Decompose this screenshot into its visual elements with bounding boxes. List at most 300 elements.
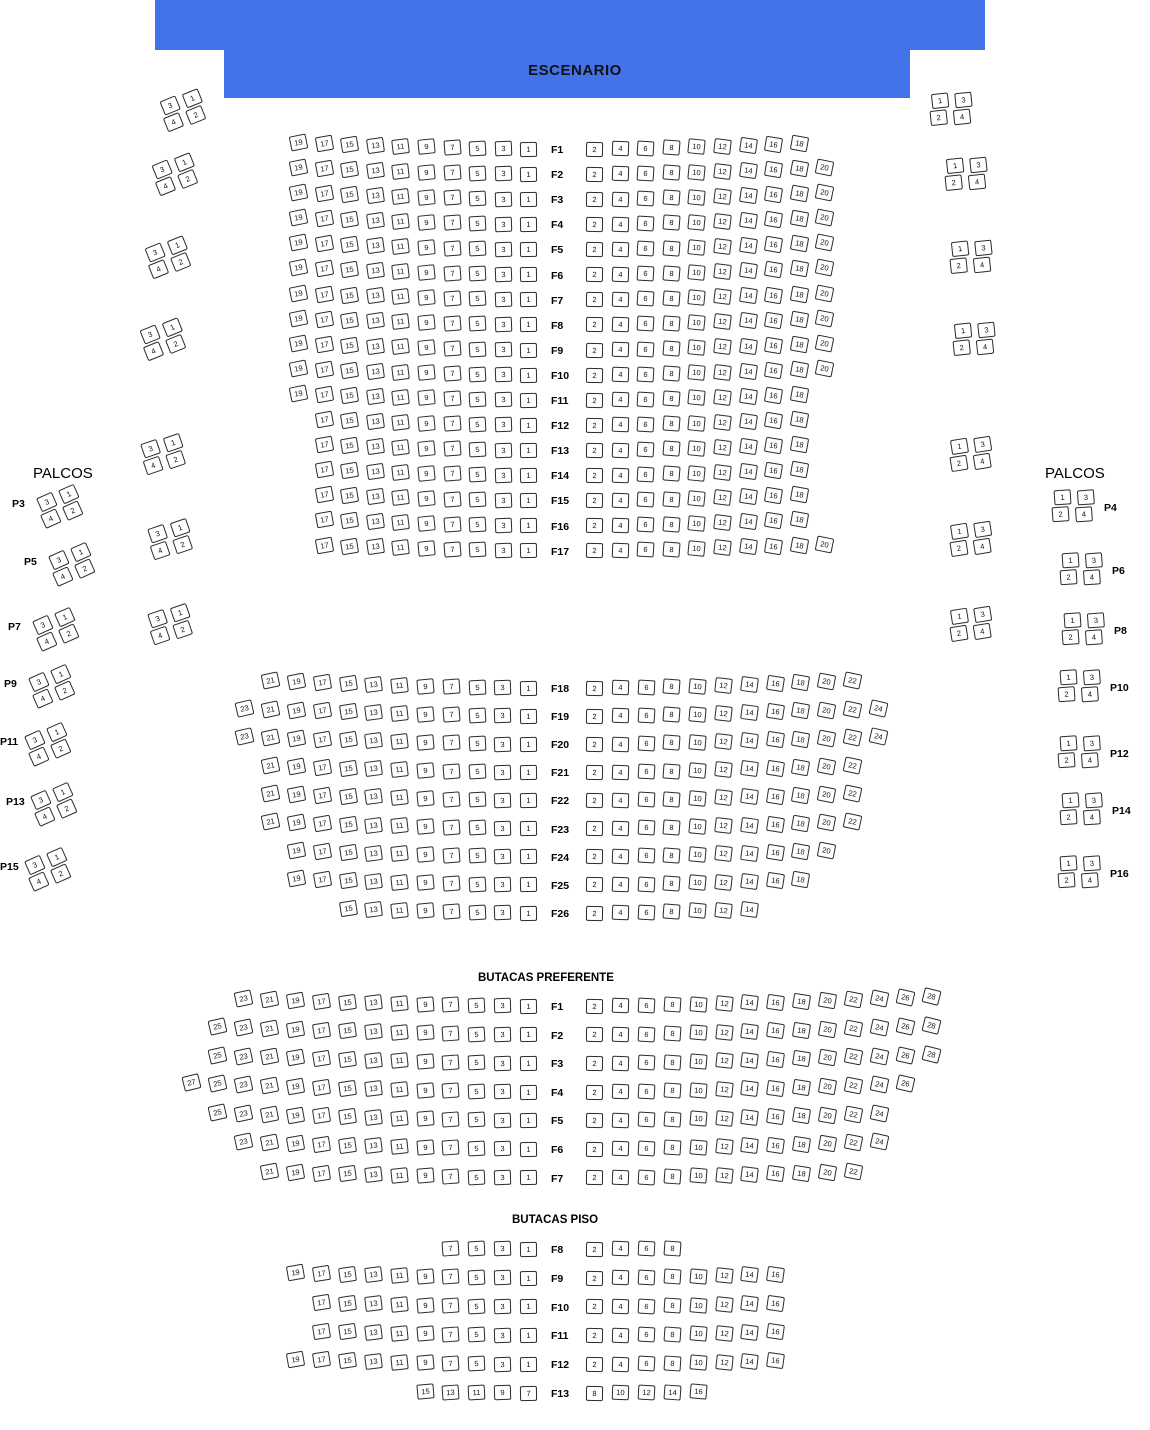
seat[interactable]: 3 bbox=[494, 1170, 512, 1186]
seat[interactable]: 15 bbox=[416, 1383, 434, 1399]
seat[interactable]: 9 bbox=[417, 364, 435, 381]
seat[interactable]: 15 bbox=[340, 236, 359, 254]
seat[interactable]: 17 bbox=[312, 1294, 331, 1311]
seat[interactable]: 10 bbox=[689, 706, 707, 723]
seat[interactable]: 17 bbox=[312, 1136, 331, 1153]
seat[interactable]: 16 bbox=[764, 136, 783, 154]
seat[interactable]: 11 bbox=[392, 489, 411, 506]
seat[interactable]: 4 bbox=[36, 631, 58, 652]
seat[interactable]: 17 bbox=[314, 335, 333, 353]
seat[interactable]: 14 bbox=[739, 363, 758, 380]
seat[interactable]: 28 bbox=[921, 988, 941, 1007]
seat[interactable]: 3 bbox=[494, 1113, 512, 1129]
seat[interactable]: 13 bbox=[366, 337, 385, 354]
seat[interactable]: 10 bbox=[688, 214, 706, 231]
seat[interactable]: 2 bbox=[586, 1357, 603, 1372]
seat[interactable]: 12 bbox=[715, 1167, 733, 1184]
seat[interactable]: 9 bbox=[417, 139, 435, 156]
seat[interactable]: 16 bbox=[764, 437, 783, 455]
seat[interactable]: 17 bbox=[313, 730, 332, 748]
seat[interactable]: 4 bbox=[612, 821, 630, 837]
seat[interactable]: 17 bbox=[313, 814, 332, 832]
seat[interactable]: 6 bbox=[637, 291, 655, 307]
seat[interactable]: 18 bbox=[790, 360, 809, 378]
seat[interactable]: 17 bbox=[312, 1021, 331, 1038]
seat[interactable]: 12 bbox=[714, 817, 733, 834]
seat[interactable]: 4 bbox=[611, 442, 629, 458]
seat[interactable]: 6 bbox=[637, 736, 655, 752]
seat[interactable]: 9 bbox=[417, 440, 435, 457]
seat[interactable]: 17 bbox=[312, 1322, 331, 1339]
seat[interactable]: 1 bbox=[950, 523, 969, 540]
seat[interactable]: 8 bbox=[663, 903, 681, 919]
seat[interactable]: 5 bbox=[468, 707, 486, 723]
seat[interactable]: 1 bbox=[520, 793, 537, 808]
seat[interactable]: 15 bbox=[339, 816, 358, 833]
seat[interactable]: 4 bbox=[28, 871, 50, 892]
seat[interactable]: 16 bbox=[766, 675, 785, 692]
seat[interactable]: 19 bbox=[289, 259, 309, 277]
seat[interactable]: 13 bbox=[366, 312, 385, 329]
seat[interactable]: 4 bbox=[1083, 569, 1101, 585]
seat[interactable]: 19 bbox=[289, 159, 309, 177]
seat[interactable]: 14 bbox=[741, 1266, 760, 1283]
seat[interactable]: 1 bbox=[520, 1242, 537, 1257]
seat[interactable]: 16 bbox=[766, 1108, 785, 1125]
seat[interactable]: 10 bbox=[688, 515, 706, 532]
seat[interactable]: 9 bbox=[494, 1385, 512, 1401]
seat[interactable]: 9 bbox=[416, 903, 434, 920]
seat[interactable]: 2 bbox=[949, 540, 968, 557]
seat[interactable]: 3 bbox=[24, 730, 46, 751]
seat[interactable]: 14 bbox=[741, 1138, 760, 1155]
seat[interactable]: 17 bbox=[313, 702, 332, 720]
palco-cluster[interactable] bbox=[949, 523, 996, 563]
seat[interactable]: 19 bbox=[287, 870, 307, 888]
seat[interactable]: 1 bbox=[46, 722, 68, 743]
seat[interactable]: 1 bbox=[54, 607, 76, 628]
seat[interactable]: 11 bbox=[390, 1081, 408, 1098]
seat[interactable]: 1 bbox=[1060, 669, 1078, 685]
seat[interactable]: 12 bbox=[713, 439, 732, 456]
seat[interactable]: 22 bbox=[844, 991, 864, 1009]
seat[interactable]: 6 bbox=[637, 266, 655, 282]
seat[interactable]: 9 bbox=[416, 818, 434, 835]
seat[interactable]: 10 bbox=[689, 903, 707, 920]
seat[interactable]: 16 bbox=[766, 1266, 785, 1283]
seat[interactable]: 4 bbox=[612, 736, 630, 752]
seat[interactable]: 8 bbox=[586, 1386, 603, 1401]
seat[interactable]: 7 bbox=[443, 240, 461, 256]
seat[interactable]: 4 bbox=[150, 541, 171, 561]
seat[interactable]: 19 bbox=[286, 1078, 305, 1096]
seat[interactable]: 13 bbox=[364, 1138, 383, 1155]
seat[interactable]: 7 bbox=[442, 791, 460, 807]
seat[interactable]: 7 bbox=[442, 1168, 460, 1184]
seat[interactable]: 13 bbox=[366, 187, 385, 204]
seat[interactable]: 2 bbox=[1058, 872, 1076, 888]
seat[interactable]: 27 bbox=[182, 1073, 202, 1092]
seat[interactable]: 6 bbox=[637, 542, 655, 558]
seat[interactable]: 10 bbox=[688, 440, 706, 457]
seat[interactable]: 19 bbox=[287, 813, 307, 831]
seat[interactable]: 10 bbox=[689, 1326, 707, 1342]
seat[interactable]: 3 bbox=[974, 240, 992, 257]
seat[interactable]: 4 bbox=[612, 998, 630, 1014]
seat[interactable]: 8 bbox=[663, 1326, 681, 1342]
seat[interactable]: 9 bbox=[417, 264, 435, 281]
seat[interactable]: 14 bbox=[739, 337, 758, 354]
seat[interactable]: 1 bbox=[520, 1084, 537, 1099]
seat[interactable]: 4 bbox=[163, 112, 184, 132]
seat[interactable]: 11 bbox=[392, 514, 411, 531]
seat[interactable]: 21 bbox=[261, 700, 281, 718]
seat[interactable]: 8 bbox=[663, 847, 681, 863]
seat[interactable]: 14 bbox=[739, 413, 758, 430]
seat[interactable]: 11 bbox=[392, 464, 411, 481]
seat[interactable]: 14 bbox=[740, 788, 759, 805]
seat[interactable]: 6 bbox=[637, 1327, 655, 1343]
seat[interactable]: 3 bbox=[147, 609, 168, 629]
seat[interactable]: 1 bbox=[520, 317, 537, 332]
seat[interactable]: 3 bbox=[32, 615, 54, 636]
seat[interactable]: 10 bbox=[688, 239, 706, 256]
seat[interactable]: 15 bbox=[340, 136, 359, 154]
seat[interactable]: 3 bbox=[147, 524, 168, 544]
seat[interactable]: 6 bbox=[637, 517, 655, 533]
seat[interactable]: 3 bbox=[495, 317, 513, 333]
seat[interactable]: 6 bbox=[637, 441, 655, 457]
seat[interactable]: 1 bbox=[170, 518, 191, 538]
seat[interactable]: 15 bbox=[339, 759, 358, 776]
seat[interactable]: 8 bbox=[662, 340, 680, 356]
seat[interactable]: 5 bbox=[468, 764, 486, 780]
seat[interactable]: 15 bbox=[338, 1266, 357, 1283]
seat[interactable]: 2 bbox=[586, 167, 603, 182]
seat[interactable]: 8 bbox=[662, 466, 680, 482]
seat[interactable]: 4 bbox=[973, 623, 992, 640]
seat[interactable]: 18 bbox=[790, 436, 809, 454]
seat[interactable]: 19 bbox=[289, 309, 309, 327]
seat[interactable]: 16 bbox=[766, 1294, 785, 1311]
seat[interactable]: 13 bbox=[364, 1324, 383, 1341]
seat[interactable]: 2 bbox=[1062, 629, 1080, 645]
seat[interactable]: 3 bbox=[30, 790, 52, 811]
seat[interactable]: 9 bbox=[417, 164, 435, 181]
seat[interactable]: 22 bbox=[844, 1048, 864, 1066]
seat[interactable]: 8 bbox=[662, 416, 680, 432]
seat[interactable]: 3 bbox=[159, 95, 180, 115]
seat[interactable]: 7 bbox=[443, 365, 461, 381]
seat[interactable]: 22 bbox=[844, 1105, 864, 1123]
seat[interactable]: 5 bbox=[469, 190, 487, 206]
seat[interactable]: 4 bbox=[1083, 809, 1101, 825]
seat[interactable]: 1 bbox=[520, 1299, 537, 1314]
seat[interactable]: 17 bbox=[314, 511, 333, 529]
seat[interactable]: 2 bbox=[50, 863, 72, 884]
seat[interactable]: 21 bbox=[261, 672, 281, 690]
seat[interactable]: 1 bbox=[182, 88, 203, 108]
seat[interactable]: 1 bbox=[170, 603, 191, 623]
seat[interactable]: 18 bbox=[790, 411, 809, 429]
seat[interactable]: 7 bbox=[443, 516, 461, 532]
seat[interactable]: 3 bbox=[977, 322, 995, 339]
seat[interactable]: 14 bbox=[739, 212, 758, 229]
seat[interactable]: 8 bbox=[663, 1355, 681, 1371]
seat[interactable]: 15 bbox=[340, 186, 359, 204]
seat[interactable]: 1 bbox=[1062, 552, 1080, 568]
palco-cluster[interactable] bbox=[1057, 791, 1107, 834]
palco-cluster[interactable] bbox=[1055, 734, 1105, 777]
palco-cluster[interactable] bbox=[948, 240, 997, 282]
seat[interactable]: 24 bbox=[870, 1104, 890, 1122]
seat[interactable]: 17 bbox=[313, 758, 332, 776]
seat[interactable]: 11 bbox=[390, 1325, 408, 1342]
seat[interactable]: 17 bbox=[312, 1107, 331, 1124]
seat[interactable]: 26 bbox=[895, 1074, 915, 1092]
seat[interactable]: 5 bbox=[469, 216, 487, 232]
seat[interactable]: 17 bbox=[314, 411, 333, 429]
seat[interactable]: 3 bbox=[24, 855, 46, 876]
palco-cluster[interactable] bbox=[1059, 611, 1109, 654]
seat[interactable]: 12 bbox=[715, 1267, 733, 1284]
seat[interactable]: 14 bbox=[739, 388, 758, 405]
seat[interactable]: 2 bbox=[586, 849, 603, 864]
seat[interactable]: 11 bbox=[392, 414, 411, 431]
seat[interactable]: 16 bbox=[764, 487, 783, 505]
seat[interactable]: 11 bbox=[390, 1053, 408, 1070]
seat[interactable]: 4 bbox=[611, 292, 629, 308]
seat[interactable]: 17 bbox=[314, 235, 333, 253]
seat[interactable]: 18 bbox=[792, 1107, 811, 1124]
seat[interactable]: 15 bbox=[339, 731, 358, 748]
seat[interactable]: 17 bbox=[312, 1079, 331, 1096]
seat[interactable]: 6 bbox=[637, 679, 655, 695]
seat[interactable]: 14 bbox=[740, 817, 759, 834]
seat[interactable]: 16 bbox=[766, 1051, 785, 1068]
seat[interactable]: 6 bbox=[637, 1356, 655, 1372]
seat[interactable]: 17 bbox=[314, 210, 333, 228]
seat[interactable]: 19 bbox=[286, 1264, 305, 1282]
seat[interactable]: 16 bbox=[764, 186, 783, 204]
seat[interactable]: 2 bbox=[586, 1113, 603, 1128]
seat[interactable]: 17 bbox=[313, 786, 332, 804]
seat[interactable]: 12 bbox=[714, 733, 733, 750]
seat[interactable]: 4 bbox=[148, 259, 169, 279]
seat[interactable]: 9 bbox=[417, 515, 435, 532]
seat[interactable]: 2 bbox=[586, 192, 603, 207]
seat[interactable]: 24 bbox=[870, 1047, 890, 1065]
seat[interactable]: 18 bbox=[792, 1050, 811, 1067]
seat[interactable]: 15 bbox=[340, 211, 359, 229]
seat[interactable]: 10 bbox=[689, 1268, 707, 1284]
seat[interactable]: 1 bbox=[520, 849, 537, 864]
seat[interactable]: 5 bbox=[468, 876, 486, 892]
seat[interactable]: 7 bbox=[442, 1054, 460, 1070]
seat[interactable]: 5 bbox=[469, 441, 487, 457]
seat[interactable]: 7 bbox=[443, 541, 461, 557]
seat[interactable]: 2 bbox=[62, 500, 84, 521]
seat[interactable]: 10 bbox=[688, 189, 706, 206]
seat[interactable]: 17 bbox=[314, 360, 333, 378]
seat[interactable]: 5 bbox=[469, 266, 487, 282]
seat[interactable]: 16 bbox=[764, 537, 783, 555]
seat[interactable]: 1 bbox=[520, 242, 537, 257]
seat[interactable]: 6 bbox=[637, 820, 655, 836]
seat[interactable]: 18 bbox=[790, 185, 809, 203]
seat[interactable]: 19 bbox=[289, 209, 309, 227]
seat[interactable]: 12 bbox=[637, 1385, 655, 1401]
seat[interactable]: 3 bbox=[140, 439, 161, 459]
seat[interactable]: 7 bbox=[442, 1083, 460, 1099]
seat[interactable]: 11 bbox=[392, 389, 411, 406]
seat[interactable]: 19 bbox=[286, 1350, 305, 1368]
seat[interactable]: 6 bbox=[637, 190, 655, 206]
seat[interactable]: 2 bbox=[54, 680, 76, 701]
seat[interactable]: 25 bbox=[208, 1017, 228, 1035]
seat[interactable]: 11 bbox=[392, 213, 411, 230]
seat[interactable]: 12 bbox=[715, 1296, 733, 1313]
seat[interactable]: 4 bbox=[611, 216, 629, 232]
seat[interactable]: 23 bbox=[234, 990, 254, 1008]
seat[interactable]: 13 bbox=[366, 162, 385, 179]
seat[interactable]: 5 bbox=[468, 736, 486, 752]
seat[interactable]: 12 bbox=[714, 902, 733, 919]
seat[interactable]: 3 bbox=[495, 467, 513, 483]
seat[interactable]: 9 bbox=[417, 490, 435, 507]
seat[interactable]: 14 bbox=[740, 760, 759, 777]
seat[interactable]: 6 bbox=[637, 391, 655, 407]
seat[interactable]: 5 bbox=[468, 1083, 486, 1099]
seat[interactable]: 13 bbox=[366, 212, 385, 229]
seat[interactable]: 19 bbox=[289, 284, 309, 302]
seat[interactable]: 3 bbox=[494, 792, 512, 808]
seat[interactable]: 21 bbox=[260, 991, 280, 1009]
palco-cluster[interactable] bbox=[141, 322, 190, 364]
seat[interactable]: 22 bbox=[844, 1019, 864, 1037]
seat[interactable]: 25 bbox=[208, 1046, 228, 1064]
seat[interactable]: 20 bbox=[815, 334, 835, 352]
seat[interactable]: 16 bbox=[764, 286, 783, 304]
seat[interactable]: 9 bbox=[416, 790, 434, 807]
seat[interactable]: 10 bbox=[688, 339, 706, 356]
seat[interactable]: 3 bbox=[494, 1141, 512, 1157]
seat[interactable]: 6 bbox=[637, 216, 655, 232]
seat[interactable]: 4 bbox=[612, 1270, 630, 1286]
seat[interactable]: 10 bbox=[688, 465, 706, 482]
seat[interactable]: 2 bbox=[586, 1027, 603, 1042]
seat[interactable]: 4 bbox=[612, 1299, 630, 1315]
seat[interactable]: 5 bbox=[468, 1241, 486, 1257]
seat[interactable]: 4 bbox=[612, 792, 630, 808]
seat[interactable]: 14 bbox=[740, 873, 759, 890]
seat[interactable]: 6 bbox=[637, 1141, 655, 1157]
seat[interactable]: 6 bbox=[637, 1083, 655, 1099]
seat[interactable]: 5 bbox=[469, 542, 487, 558]
seat[interactable]: 4 bbox=[1085, 629, 1103, 645]
seat[interactable]: 15 bbox=[339, 703, 358, 720]
palco-cluster[interactable] bbox=[949, 438, 996, 478]
seat[interactable]: 1 bbox=[1062, 792, 1080, 808]
seat[interactable]: 3 bbox=[495, 241, 513, 257]
seat[interactable]: 9 bbox=[417, 314, 435, 331]
seat[interactable]: 25 bbox=[208, 1103, 228, 1121]
seat[interactable]: 2 bbox=[586, 877, 603, 892]
seat[interactable]: 3 bbox=[494, 905, 512, 921]
seat[interactable]: 5 bbox=[468, 679, 486, 695]
seat[interactable]: 10 bbox=[689, 1139, 707, 1155]
seat[interactable]: 8 bbox=[663, 735, 681, 751]
seat[interactable]: 1 bbox=[520, 443, 537, 458]
seat[interactable]: 9 bbox=[416, 846, 434, 863]
seat[interactable]: 15 bbox=[338, 1022, 357, 1039]
seat[interactable]: 1 bbox=[1060, 855, 1078, 871]
seat[interactable]: 1 bbox=[520, 367, 537, 382]
seat[interactable]: 3 bbox=[494, 1299, 512, 1315]
seat[interactable]: 18 bbox=[790, 310, 809, 328]
seat[interactable]: 14 bbox=[739, 463, 758, 480]
seat[interactable]: 15 bbox=[340, 512, 359, 530]
seat[interactable]: 22 bbox=[843, 728, 863, 746]
palco-cluster[interactable] bbox=[1049, 488, 1099, 531]
seat[interactable]: 20 bbox=[817, 813, 837, 831]
seat[interactable]: 24 bbox=[868, 699, 888, 717]
seat[interactable]: 11 bbox=[392, 364, 411, 381]
seat[interactable]: 13 bbox=[364, 845, 383, 862]
seat[interactable]: 14 bbox=[739, 237, 758, 254]
seat[interactable]: 12 bbox=[713, 188, 732, 205]
palco-cluster[interactable] bbox=[1055, 668, 1105, 711]
seat[interactable]: 9 bbox=[416, 875, 434, 892]
seat[interactable]: 1 bbox=[70, 542, 92, 563]
seat[interactable]: 16 bbox=[766, 1137, 785, 1154]
seat[interactable]: 10 bbox=[689, 1053, 707, 1069]
seat[interactable]: 20 bbox=[818, 1106, 837, 1124]
seat[interactable]: 14 bbox=[741, 1353, 760, 1370]
seat[interactable]: 18 bbox=[792, 1079, 811, 1096]
seat[interactable]: 2 bbox=[170, 252, 191, 272]
seat[interactable]: 16 bbox=[766, 759, 785, 776]
seat[interactable]: 5 bbox=[469, 492, 487, 508]
seat[interactable]: 11 bbox=[468, 1385, 486, 1401]
seat[interactable]: 15 bbox=[338, 1323, 357, 1340]
seat[interactable]: 20 bbox=[815, 209, 835, 227]
seat[interactable]: 15 bbox=[340, 462, 359, 480]
seat[interactable]: 9 bbox=[417, 289, 435, 306]
seat[interactable]: 12 bbox=[713, 414, 732, 431]
seat[interactable]: 16 bbox=[764, 362, 783, 380]
seat[interactable]: 8 bbox=[663, 679, 681, 695]
seat[interactable]: 1 bbox=[162, 317, 183, 337]
seat[interactable]: 12 bbox=[715, 1354, 733, 1371]
seat[interactable]: 22 bbox=[843, 700, 863, 718]
seat[interactable]: 8 bbox=[662, 240, 680, 256]
seat[interactable]: 3 bbox=[973, 436, 992, 453]
seat[interactable]: 13 bbox=[364, 901, 383, 918]
seat[interactable]: 13 bbox=[364, 1023, 383, 1040]
seat[interactable]: 2 bbox=[1058, 752, 1076, 768]
seat[interactable]: 12 bbox=[713, 389, 732, 406]
seat[interactable]: 13 bbox=[364, 1052, 383, 1069]
seat[interactable]: 12 bbox=[715, 1024, 733, 1041]
seat[interactable]: 20 bbox=[815, 259, 835, 277]
seat[interactable]: 3 bbox=[494, 849, 512, 865]
seat[interactable]: 18 bbox=[791, 871, 810, 889]
seat[interactable]: 4 bbox=[612, 1084, 630, 1100]
seat[interactable]: 6 bbox=[637, 1298, 655, 1314]
seat[interactable]: 7 bbox=[443, 491, 461, 507]
seat[interactable]: 7 bbox=[443, 340, 461, 356]
